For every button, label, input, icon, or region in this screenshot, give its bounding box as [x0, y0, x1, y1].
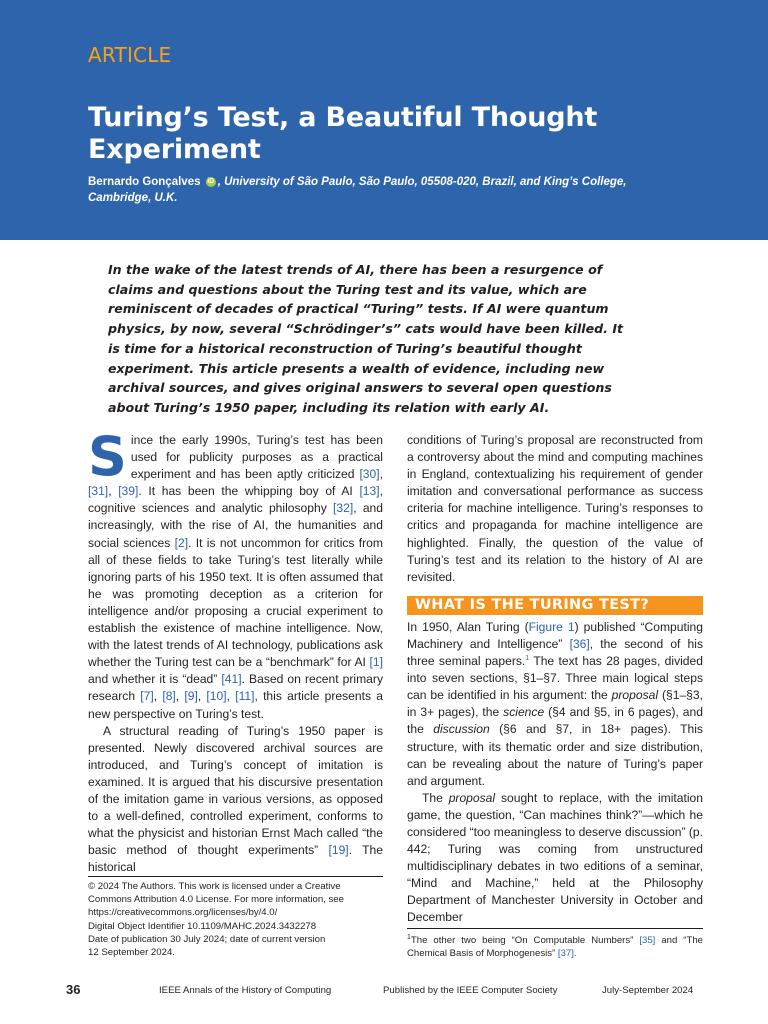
- section-heading: WHAT IS THE TURING TEST?: [407, 596, 703, 615]
- text-run: , the second of his three seminal papers.: [407, 636, 704, 669]
- body-column-right: [407, 432, 703, 927]
- text-run: ) published “Computing Machinery and Intelligence”: [407, 619, 703, 651]
- footer-publisher: Published by the IEEE Computer Society: [383, 985, 558, 996]
- text-run: , and increasingly, with the rise of AI, the humanities and social sciences: [88, 501, 384, 550]
- citation-link[interactable]: [8]: [162, 689, 176, 704]
- text-run: ,: [175, 689, 185, 704]
- license-line: Commons Attribution 4.0 License. For more information, see: [88, 894, 344, 906]
- body-column-left: [88, 425, 384, 876]
- citation-link[interactable]: [19]: [328, 843, 349, 858]
- footer-journal: IEEE Annals of the History of Computing: [159, 985, 332, 996]
- text-run: ,: [379, 467, 383, 482]
- citation-link[interactable]: [32]: [333, 501, 354, 516]
- text-run: and “The Chemical Basis of Morphogenesis”: [407, 935, 703, 960]
- text-run: , cognitive sciences and analytic philosophy: [88, 484, 383, 516]
- citation-link[interactable]: [39]: [118, 484, 139, 499]
- citation-link[interactable]: [9]: [184, 689, 198, 704]
- text-run: A structural reading of Turing’s 1950 paper is presented. Newly discovered archival sources are introduced, and Turing’s concept of imitation is examined. It is argued that his discursive presentation of the imitation game in various versions, as opposed to a well-defined, controlled experiment, conforms to what the physicist and historian Ernst Mach called “the basic method of thought experiments”: [88, 723, 383, 858]
- abstract: In the wake of the latest trends of AI, there has been a resurgence of claims and questions about the Turing test and its value, which are reminiscent of decades of practical “Turing” tests. If AI were quantum physics, by now, several “Schrödinger’s” cats would have been killed. It is time for a historical reconstruction of Turing’s beautiful thought experiment. This article presents a wealth of evidence, including new archival sources, and gives original answers to several open questions about Turing’s 1950 paper, including its relation with early AI.: [108, 262, 624, 415]
- continuation-paragraph: conditions of Turing’s proposal are reconstructed from a controversy about the mind and computing machines in England, contextualizing his requirement of gender imitation and conversational performance as success criteria for machine intelligence. Turing’s responses to critics and propaganda for machine intelligence are highlighted. Finally, the question of the value of Turing’s test and its relation to the history of AI are revisited.: [407, 433, 703, 584]
- doi-line: Digital Object Identifier 10.1109/MAHC.2024.3432278: [88, 920, 317, 932]
- citation-link[interactable]: [41]: [221, 672, 242, 687]
- figure-link[interactable]: Figure 1: [528, 619, 575, 634]
- license-divider: [88, 876, 383, 877]
- article-label: ARTICLE: [88, 43, 172, 67]
- header-band: [0, 0, 768, 240]
- citation-link[interactable]: [7]: [140, 689, 154, 704]
- citation-link[interactable]: [10]: [206, 689, 227, 704]
- text-run: (§6 and §7, in 18+ pages). This structure, with its thematic order and size distribution, can be revealing about the nature of Turing’s paper and argument.: [407, 722, 703, 788]
- author-affiliation: , University of São Paulo, São Paulo, 05508-020, Brazil, and King’s College, Cambridge, U.K.: [88, 176, 627, 204]
- citation-link[interactable]: [35]: [639, 935, 656, 946]
- citation-link[interactable]: [36]: [569, 636, 590, 651]
- footnote: [407, 934, 703, 960]
- footnote-marker[interactable]: 1: [525, 655, 530, 662]
- text-run: ,: [153, 689, 163, 704]
- license-note: [88, 880, 388, 959]
- text-run: ,: [226, 689, 236, 704]
- emphasis: science: [503, 705, 545, 720]
- footnote-number: 1: [407, 933, 411, 941]
- text-run: .: [573, 948, 577, 960]
- author-name: Bernardo Gonçalves: [88, 176, 201, 188]
- footnote-divider: [407, 928, 703, 929]
- text-run: . It has been the whipping boy of AI: [138, 484, 360, 499]
- text-run: The text has 28 pages, divided into seven sections, §1–§7. Three main logical steps can be identified in his argument: the: [407, 654, 703, 703]
- emphasis: proposal: [611, 688, 659, 703]
- publication-date-line: 12 September 2024.: [88, 947, 175, 959]
- page-number: 36: [66, 982, 81, 997]
- text-run: ,: [108, 484, 119, 499]
- emphasis: discussion: [433, 722, 490, 737]
- citation-link[interactable]: [30]: [359, 467, 380, 482]
- text-run: . Based on recent primary research: [88, 672, 383, 704]
- orcid-icon[interactable]: iD: [207, 177, 215, 185]
- citation-link[interactable]: [13]: [359, 484, 380, 499]
- citation-link[interactable]: [2]: [174, 535, 189, 550]
- text-run: . It is not uncommon for critics from all of these fields to take Turing’s test literally while ignoring parts of his 1950 text. It is often assumed that he was promoting deception as a criterion for intelligence and/or proposing a crucial experiment to establish the existence of machine intelligence. Now, with the latest trends of AI technology, publications ask whether the Turing test can be a “benchmark” for AI: [88, 535, 383, 670]
- text-run: (§4 and §5, in 6 pages), and the: [407, 705, 703, 737]
- intro-paragraph: [88, 425, 384, 723]
- citation-link[interactable]: [1]: [369, 655, 383, 670]
- text-run: ince the early 1990s, Turing’s test has been used for publicity purposes as a practical experiment and has been aptly criticized: [130, 433, 383, 482]
- citation-link[interactable]: [31]: [88, 484, 109, 499]
- publication-date-line: Date of publication 30 July 2024; date of current version: [88, 933, 326, 945]
- license-line: © 2024 The Authors. This work is licensed under a Creative: [88, 881, 341, 892]
- emphasis: proposal: [448, 790, 496, 805]
- text-run: ,: [197, 689, 207, 704]
- section-paragraph-2: [407, 790, 703, 927]
- drop-cap: S: [88, 425, 127, 488]
- author-line: [88, 175, 648, 206]
- text-run: In 1950, Alan Turing (: [407, 619, 529, 634]
- citation-link[interactable]: [11]: [235, 689, 255, 704]
- text-run: . The historical: [88, 843, 383, 875]
- license-url[interactable]: https://creativecommons.org/licenses/by/4.0/: [88, 907, 278, 919]
- structure-paragraph: [88, 723, 383, 877]
- text-run: , this article presents a new perspective on Turing’s test.: [88, 689, 383, 721]
- text-run: (§1–§3, in 3+ pages), the: [407, 688, 703, 720]
- text-run: and whether it is “dead”: [88, 672, 222, 687]
- text-run: The: [422, 790, 449, 805]
- text-run: The other two being “On Computable Numbers”: [410, 935, 640, 946]
- page-title: Turing’s Test, a Beautiful Thought Experiment: [88, 102, 598, 165]
- citation-link[interactable]: [37]: [557, 948, 574, 960]
- footer-issue: July-September 2024: [602, 985, 694, 996]
- text-run: sought to replace, with the imitation game, the question, “Can machines think?”—which he considered “too meaningless to deserve discussion” (p. 442; Turing was coming from unstructured multidisciplinary debates in two editions of a seminar, “Mind and Machine,” held at the Philosophy Department of Manchester University in October and December: [407, 790, 704, 925]
- section-paragraph-1: [407, 619, 703, 790]
